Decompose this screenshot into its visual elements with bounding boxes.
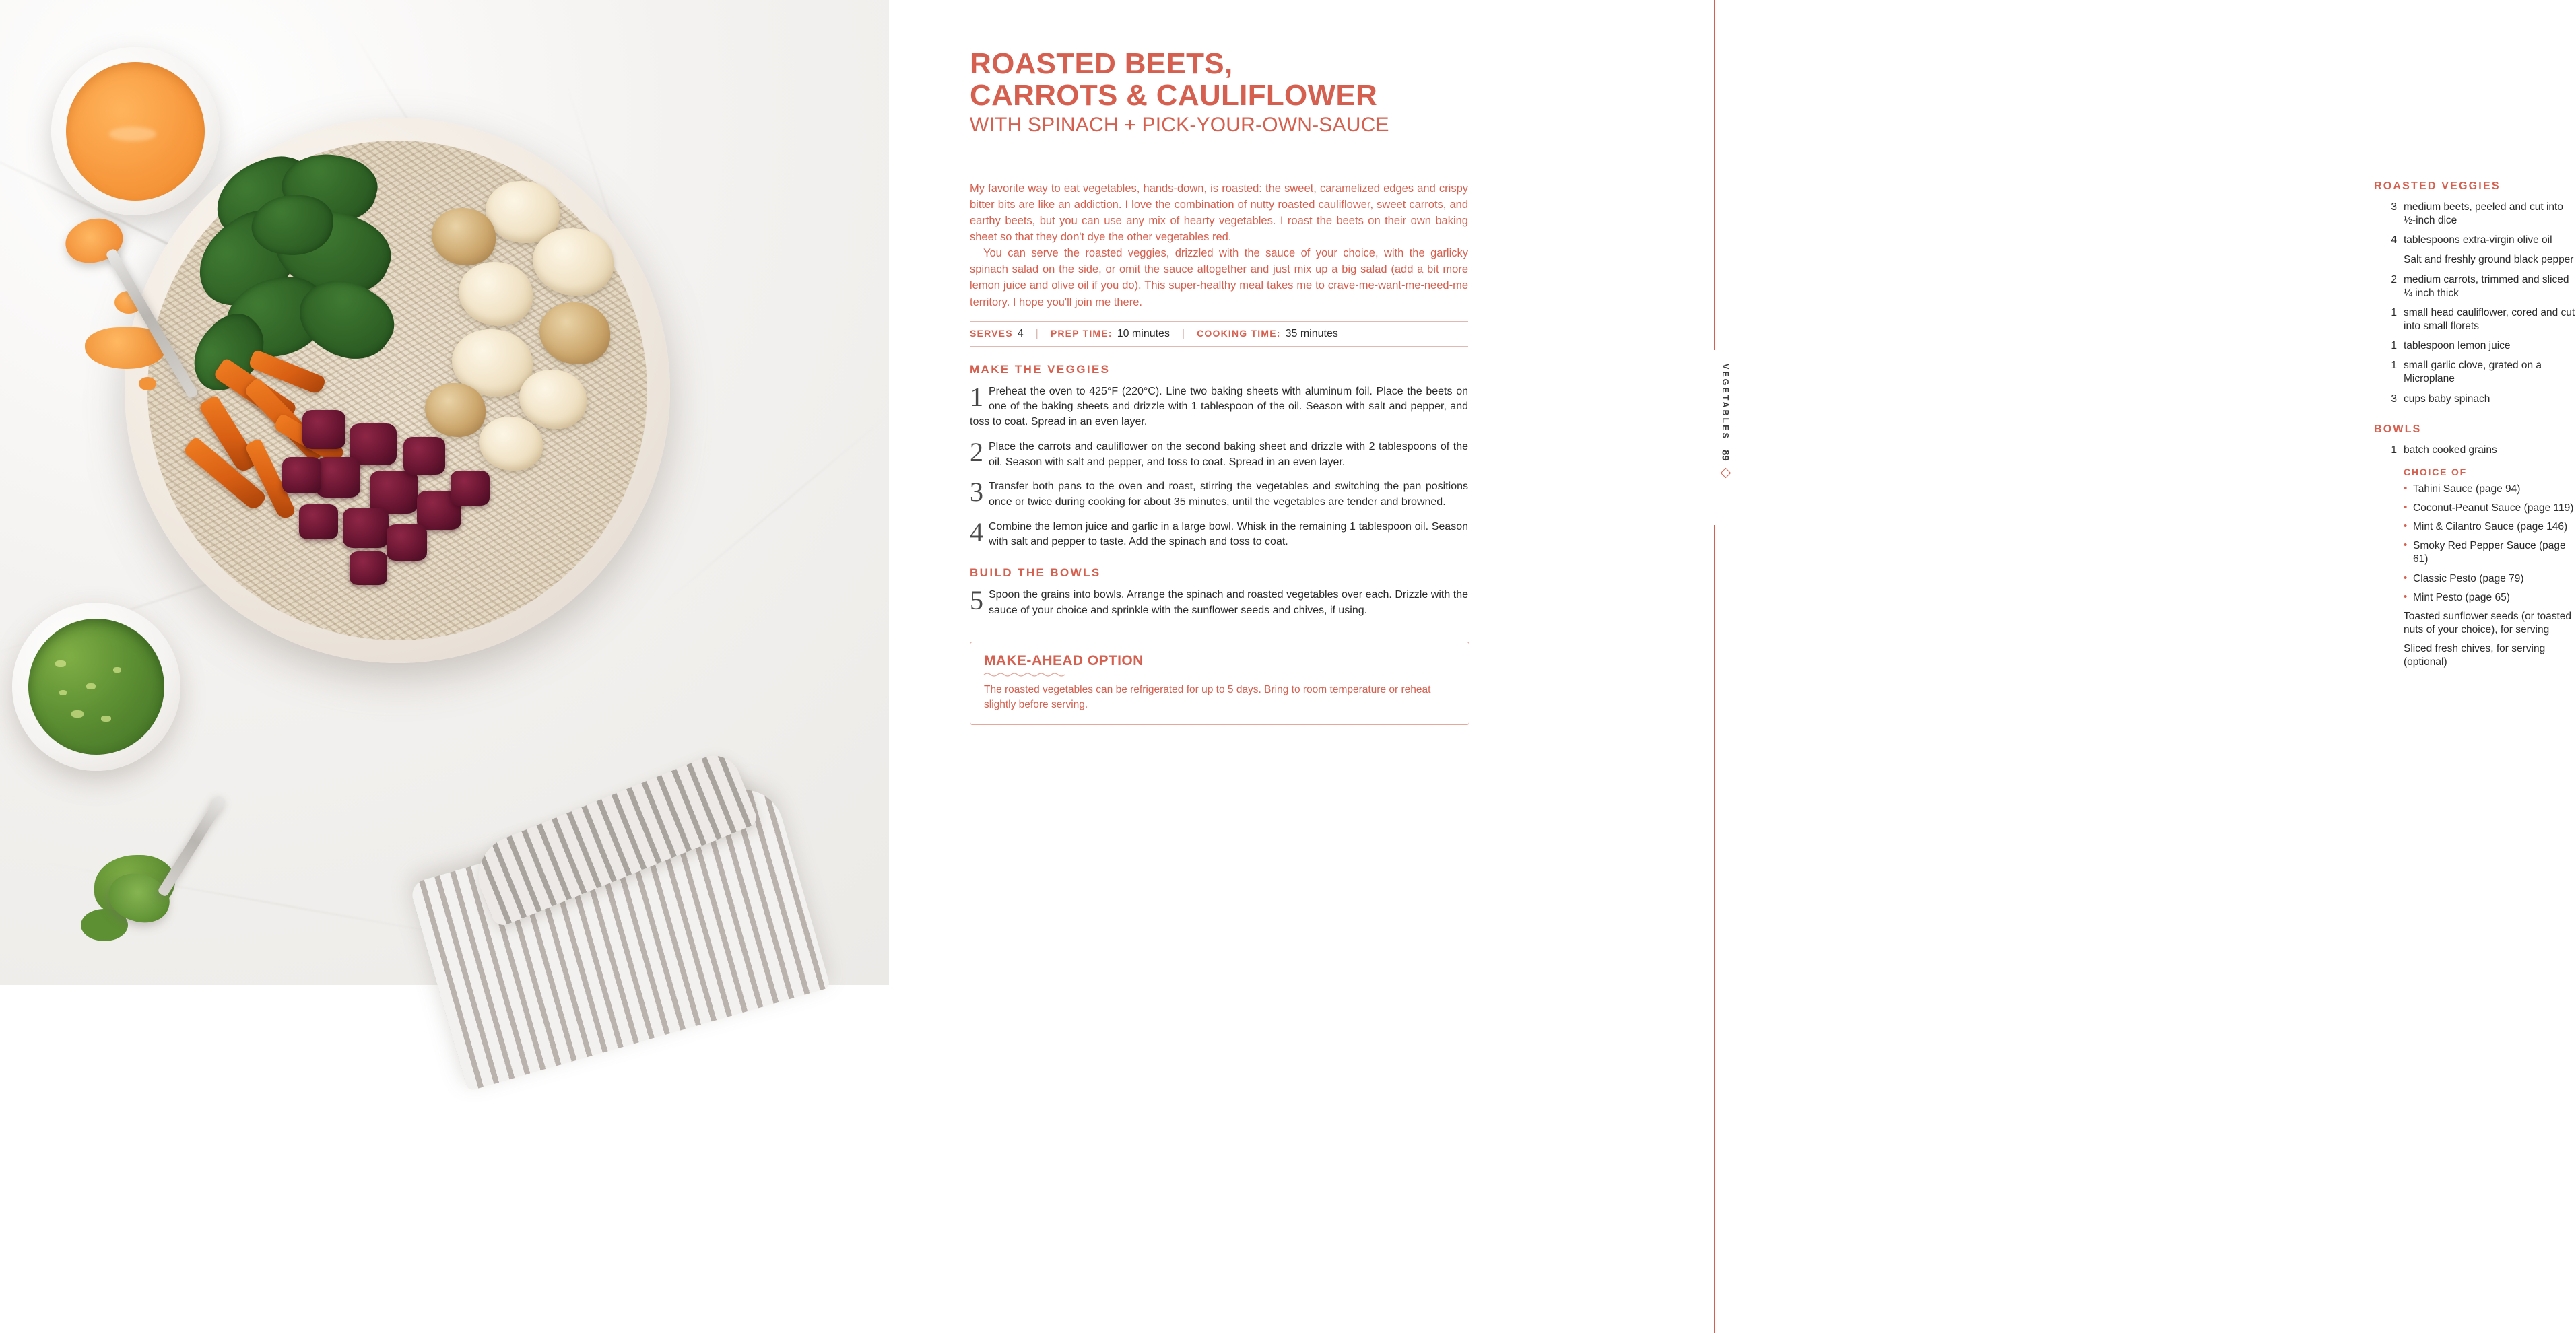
herb-fleck — [71, 710, 84, 718]
recipe-text-page — [889, 0, 2575, 985]
side-tab — [1712, 364, 1739, 477]
step-number: 2 — [970, 436, 983, 467]
ingredient-quantity: 3 — [2391, 392, 2397, 405]
step-text: Combine the lemon juice and garlic in a large bowl. Whisk in the remaining 1 tablespoon oil. Season with salt and pepper to taste. Add the spinach and toss to coat. — [989, 520, 1468, 548]
ingredient-quantity: 1 — [2391, 360, 2397, 372]
herb-fleck — [59, 690, 67, 695]
ingredient-quantity: 4 — [2391, 234, 2397, 246]
step-number: 5 — [970, 585, 983, 616]
make-ahead-callout — [970, 642, 1469, 726]
recipe-meta — [970, 321, 1468, 347]
ingredient-text: tablespoons extra-virgin olive oil — [2404, 234, 2552, 246]
step-number: 4 — [970, 516, 983, 547]
section-heading-bowls: BUILD THE BOWLS — [970, 566, 1101, 580]
recipe-step — [970, 516, 1468, 550]
recipe-step — [970, 479, 1468, 510]
callout-body: The roasted vegetables can be refrigerated for up to 5 days. Bring to room temperature or reheat slightly before serving. — [984, 683, 1431, 710]
ingredients-column — [2374, 180, 2576, 675]
recipe-step — [970, 381, 1468, 430]
meta-serves — [970, 328, 1024, 340]
sauce-choice: • Classic Pesto (page 79) — [2404, 572, 2576, 586]
marble-vein — [659, 407, 898, 607]
ingredient-text: small head cauliflower, cored and cut into small florets — [2404, 306, 2575, 332]
spoon-handle — [157, 794, 227, 897]
meta-prep-value: 10 minutes — [1117, 327, 1170, 339]
ingredient-row — [2374, 339, 2576, 353]
meta-serves-value: 4 — [1017, 327, 1024, 339]
page-title — [970, 48, 1711, 111]
sauce-choice: • Mint Pesto (page 65) — [2404, 591, 2576, 605]
page-subtitle: WITH SPINACH + PICK-YOUR-OWN-SAUCE — [970, 114, 1389, 137]
ingredients-heading-veggies: ROASTED VEGGIES — [2374, 180, 2501, 192]
callout-title: MAKE-AHEAD OPTION — [984, 652, 1144, 669]
meta-cooking-value: 35 minutes — [1285, 327, 1338, 339]
recipe-photo — [0, 0, 889, 985]
meta-prep-label: PREP TIME: — [1050, 327, 1113, 339]
meta-cooking-label: COOKING TIME: — [1197, 327, 1281, 339]
section-label: VEGETABLES — [1721, 364, 1730, 440]
ingredient-quantity: 2 — [2391, 273, 2397, 285]
sauce-choice: • Tahini Sauce (page 94) — [2404, 483, 2576, 496]
roasted-cauliflower — [411, 181, 634, 464]
step-text: Spoon the grains into bowls. Arrange the spinach and roasted vegetables over each. Drizzle with the sauce of your choice and sprinkle with the sunflower seeds and chives, if using. — [989, 589, 1468, 616]
recipe-body-column — [970, 180, 1468, 725]
spoon-green — [79, 755, 338, 1022]
step-text: Preheat the oven to 425°F (220°C). Line two baking sheets with aluminum foil. Place the beets on one of the baking sheets and drizzle with 1 tablespoon of the oil. Season with salt and pepper, and toss to coat. Spread in an even layer. — [970, 385, 1468, 428]
side-rule — [1714, 525, 1715, 1333]
ingredient-row — [2374, 234, 2576, 247]
herb-fleck — [86, 683, 96, 689]
ingredient-text: small garlic clove, grated on a Microplane — [2404, 360, 2542, 385]
ingredient-row — [2374, 253, 2576, 267]
meta-cooking-time — [1197, 328, 1338, 340]
ingredient-quantity: 1 — [2391, 444, 2397, 456]
ingredient-row — [2374, 392, 2576, 406]
step-text: Transfer both pans to the oven and roast, stirring the vegetables and switching the pan positions once or twice during cooking for about 35 minutes, until the vegetables are tender and browned. — [989, 481, 1468, 508]
recipe-step — [970, 436, 1468, 470]
recipe-header — [970, 48, 1711, 137]
title-line-2: CARROTS & CAULIFLOWER — [970, 78, 1378, 112]
garnish-item: Sliced fresh chives, for serving (optional) — [2404, 643, 2546, 669]
diamond-icon — [1720, 467, 1731, 478]
intro-paragraph-2: You can serve the roasted veggies, drizzled with the sauce of your choice, with the garlicky spinach salad on the side, or omit the sauce altogether and just mix up a big salad (add a bit more lemon juice and olive oil if you do). This super-healthy meal takes me to crave-me-want-me-need-me territory. I hope you'll join me there. — [970, 247, 1468, 308]
ingredient-row — [2374, 306, 2576, 333]
meta-divider: | — [1181, 327, 1185, 339]
ingredient-quantity: 3 — [2391, 201, 2397, 213]
ingredients-heading-bowls: BOWLS — [2374, 423, 2422, 435]
ingredient-quantity: 1 — [2391, 306, 2397, 318]
sauce-choice: • Coconut-Peanut Sauce (page 119) — [2404, 502, 2576, 515]
green-sauce-bowl — [12, 603, 180, 771]
ingredient-row — [2374, 201, 2576, 228]
spoon-handle — [105, 248, 199, 399]
ingredient-text: Salt and freshly ground black pepper — [2404, 254, 2574, 266]
intro-paragraph-1: My favorite way to eat vegetables, hands-down, is roasted: the sweet, caramelized edges and crispy bitter bits are like an addiction. I love the combination of nutty roasted cauliflower, sweet carrots, and earthy beets, but you can use any mix of hearty vegetables. I roast the beets on their own baking sheet so that they don't dye the other vegetables red. — [970, 182, 1468, 244]
choice-of-heading: CHOICE OF — [2404, 466, 2467, 477]
side-rule — [1714, 0, 1715, 350]
herb-fleck — [55, 660, 66, 667]
ingredient-text: tablespoon lemon juice — [2404, 340, 2511, 352]
ingredient-row — [2374, 444, 2576, 457]
ingredient-text: medium carrots, trimmed and sliced ¼ inch thick — [2404, 273, 2569, 299]
page-number: 89 — [1719, 449, 1731, 461]
sauce-highlight — [109, 127, 156, 141]
meta-serves-label: SERVES — [970, 327, 1013, 339]
sauce-choice: • Mint & Cilantro Sauce (page 146) — [2404, 520, 2576, 534]
squiggle-divider-icon — [984, 672, 1065, 677]
garnish-item: Toasted sunflower seeds (or toasted nuts of your choice), for serving — [2404, 610, 2571, 636]
ingredient-text: cups baby spinach — [2404, 392, 2490, 405]
ingredient-row — [2374, 273, 2576, 300]
herb-fleck — [113, 667, 121, 673]
ingredient-text: medium beets, peeled and cut into ½-inch dice — [2404, 201, 2563, 227]
herb-fleck — [101, 716, 111, 722]
meta-prep-time — [1051, 328, 1170, 340]
ingredient-text: batch cooked grains — [2404, 444, 2497, 456]
step-text: Place the carrots and cauliflower on the second baking sheet and drizzle with 2 tablespoons of the oil. Season with salt and pepper, and toss to coat. Spread in an even layer. — [989, 440, 1468, 468]
title-line-1: ROASTED BEETS, — [970, 47, 1233, 80]
step-number: 1 — [970, 381, 983, 412]
section-heading-veggies: MAKE THE VEGGIES — [970, 362, 1111, 376]
ingredient-quantity: 1 — [2391, 340, 2397, 352]
recipe-step — [970, 585, 1468, 618]
ingredient-row — [2374, 359, 2576, 386]
spoon-bowl — [102, 866, 176, 930]
step-number: 3 — [970, 477, 983, 508]
sauce-choice: • Smoky Red Pepper Sauce (page 61) — [2404, 539, 2576, 566]
intro-text — [970, 180, 1468, 310]
meta-divider: | — [1035, 327, 1038, 339]
